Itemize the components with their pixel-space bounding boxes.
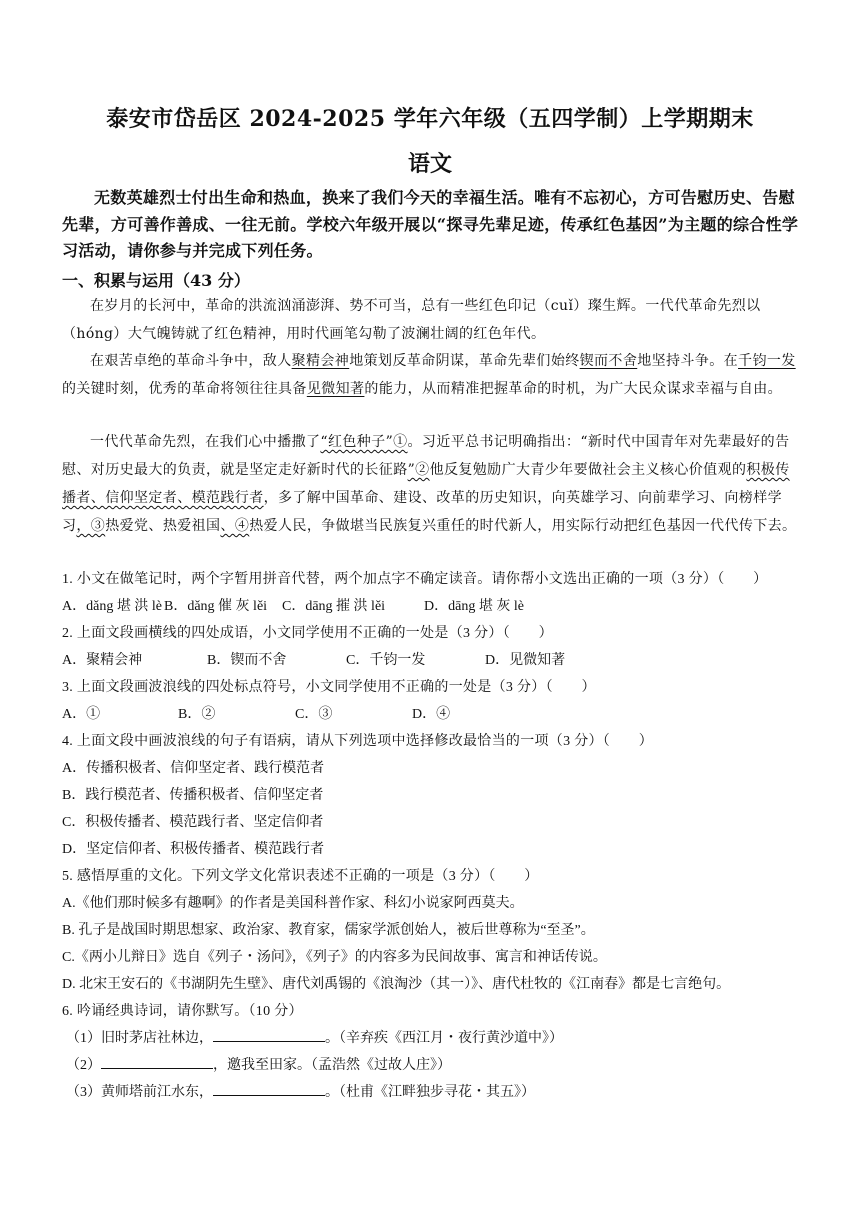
poem-item-1 bbox=[66, 1027, 563, 1047]
poem-item-suffix: 。（辛弃疾《西江月・夜行黄沙道中》） bbox=[325, 1031, 563, 1046]
question-2-stem: 2. 上面文段画横线的四处成语，小文同学使用不正确的一处是（3 分）（ ） bbox=[62, 626, 553, 641]
text-run: ，多了解中国革命、建设、改革的历史知识，向英雄学习、向前辈学习、向榜样学习 bbox=[62, 490, 783, 534]
text-run: 的能力，从而精准把握革命的时机，为广大民众谋求幸福与自由。 bbox=[364, 381, 783, 397]
option-b: B．② bbox=[178, 707, 216, 722]
text-run: 地策划反革命阴谋，革命先辈们始终 bbox=[349, 353, 580, 369]
option-a: A．聚精会神 bbox=[62, 653, 143, 668]
option-b: B．dǎng 催 灰 lěi bbox=[164, 599, 268, 614]
text-run: 。习近平总书记明确指出：“新时代中国青年对先辈最好的告慰、对历史最大的负责，就是坚定走好新时代的长征路 bbox=[62, 434, 790, 478]
page-title: 泰安市岱岳区 2024-2025 学年六年级（五四学制）上学期期末 bbox=[106, 106, 754, 132]
question-5-option-a: A.《他们那时候多有趣啊》的作者是美国科普作家、科幻小说家阿西莫夫。 bbox=[62, 896, 524, 911]
question-5-option-b: B. 孔子是战国时期思想家、政治家、教育家，儒家学派创始人，被后世尊称为“至圣”。 bbox=[62, 923, 595, 938]
answer-blank[interactable] bbox=[101, 1056, 213, 1069]
text-run: 热爱党、热爱祖国 bbox=[105, 518, 221, 534]
answer-blank[interactable] bbox=[213, 1029, 325, 1042]
underlined-idiom-4: 见微知著 bbox=[306, 381, 365, 397]
option-c: C．千钧一发 bbox=[346, 653, 426, 668]
question-3-options bbox=[62, 703, 450, 723]
text-run: 热爱人民，争做堪当民族复兴重任的时代新人，用实际行动把红色基因一代代传下去。 bbox=[249, 518, 797, 534]
poem-item-3 bbox=[66, 1081, 535, 1101]
wavy-mark-3: ，③ bbox=[76, 518, 106, 534]
question-5-stem: 5. 感悟厚重的文化。下列文学文化常识表述不正确的一项是（3 分）（ ） bbox=[62, 869, 539, 884]
option-d: D．④ bbox=[412, 707, 451, 722]
question-1-stem: 1. 小文在做笔记时，两个字暂用拼音代替，两个加点字不确定读音。请你帮小文选出正确的一项（3 分）（ ） bbox=[62, 572, 768, 587]
text-run: 他反复勉励广大青少年要做社会主义核心价值观的 bbox=[429, 462, 747, 478]
question-4-option-a: A．传播积极者、信仰坚定者、践行模范者 bbox=[62, 761, 325, 776]
option-a: A．① bbox=[62, 707, 101, 722]
poem-item-prefix: （3）黄师塔前江水东， bbox=[66, 1085, 213, 1100]
wavy-mark-1: “红色种子”① bbox=[320, 434, 408, 450]
intro-paragraph: 无数英雄烈士付出生命和热血，换来了我们今天的幸福生活。唯有不忘初心，方可告慰历史、告慰先辈，方可善作善成、一往无前。学校六年级开展以“探寻先辈足迹，传承红色基因”为主题的综合性学习活动，请你参与并完成下列任务。 bbox=[62, 188, 799, 260]
underlined-idiom-1: 聚精会神 bbox=[291, 353, 350, 369]
question-4-option-b: B．践行模范者、传播积极者、信仰坚定者 bbox=[62, 788, 324, 803]
poem-item-prefix: （1）旧时茅店社林边， bbox=[66, 1031, 213, 1046]
question-4-stem: 4. 上面文段中画波浪线的句子有语病，请从下列选项中选择修改最恰当的一项（3 分）（ ） bbox=[62, 734, 653, 749]
option-c: C．③ bbox=[295, 707, 333, 722]
passage-paragraph-1: 在岁月的长河中，革命的洪流汹涌澎湃、势不可当，总有一些红色印记（cuǐ）璨生辉。一代代革命先烈以（hóng）大气魄铸就了红色精神，用时代画笔勾勒了波澜壮阔的红色年代。 bbox=[62, 298, 761, 342]
question-1-options bbox=[62, 595, 524, 615]
question-6-stem: 6. 吟诵经典诗词，请你默写。（10 分） bbox=[62, 1004, 303, 1019]
question-5-option-d: D. 北宋王安石的《书湖阴先生壁》、唐代刘禹锡的《浪淘沙（其一）》、唐代杜牧的《江南春》都是七言绝句。 bbox=[62, 977, 731, 992]
text-run: 地坚持斗争。在 bbox=[637, 353, 739, 369]
question-4-option-c: C．积极传播者、模范践行者、坚定信仰者 bbox=[62, 815, 324, 830]
answer-blank[interactable] bbox=[213, 1083, 325, 1096]
section-heading: 一、积累与运用（43 分） bbox=[62, 271, 250, 290]
poem-item-2 bbox=[66, 1054, 451, 1074]
underlined-idiom-3: 千钧一发 bbox=[738, 353, 796, 369]
poem-item-suffix: 。（杜甫《江畔独步寻花・其五》） bbox=[325, 1085, 535, 1100]
underlined-idiom-2: 锲而不舍 bbox=[579, 353, 638, 369]
option-d: D．见微知著 bbox=[485, 653, 566, 668]
question-3-stem: 3. 上面文段画波浪线的四处标点符号，小文同学使用不正确的一处是（3 分）（ ） bbox=[62, 680, 596, 695]
wavy-sentence: 积极传播者、信仰坚定者、模范践行者 bbox=[62, 462, 790, 506]
passage-paragraph-3 bbox=[62, 428, 800, 540]
option-d: D．dāng 堪 灰 lè bbox=[424, 599, 524, 614]
text-run: 一代代革命先烈，在我们心中播撒了 bbox=[90, 434, 321, 450]
wavy-mark-2: ”② bbox=[407, 462, 430, 478]
question-4-option-d: D．坚定信仰者、积极传播者、模范践行者 bbox=[62, 842, 325, 857]
option-a: A．dǎng 堪 洪 lè bbox=[62, 599, 162, 614]
wavy-mark-4: 、④ bbox=[220, 518, 250, 534]
page-subtitle: 语文 bbox=[407, 151, 452, 177]
text-run: 的关键时刻，优秀的革命将领往往具备 bbox=[62, 381, 307, 397]
question-2-options bbox=[62, 649, 565, 669]
passage-paragraph-2 bbox=[62, 347, 800, 403]
text-run: 在艰苦卓绝的革命斗争中，敌人 bbox=[90, 353, 292, 369]
option-b: B．锲而不舍 bbox=[207, 653, 287, 668]
poem-item-prefix: （2） bbox=[66, 1058, 101, 1073]
option-c: C．dāng 摧 洪 lěi bbox=[282, 599, 386, 614]
poem-item-suffix: ，邀我至田家。（孟浩然《过故人庄》） bbox=[213, 1058, 451, 1073]
question-5-option-c: C.《两小儿辩日》选自《列子・汤问》，《列子》的内容多为民间故事、寓言和神话传说。 bbox=[62, 950, 607, 965]
